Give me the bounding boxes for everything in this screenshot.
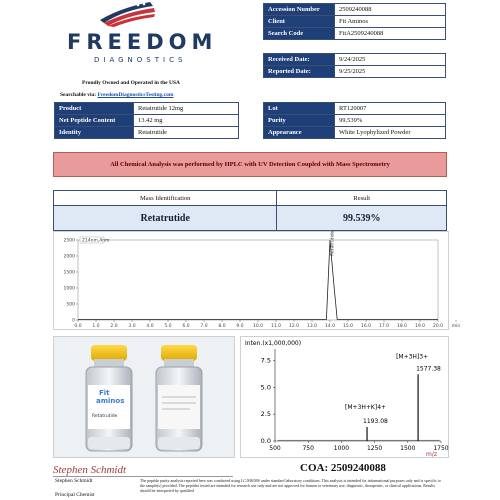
- x-tick-label: 13.0: [306, 324, 318, 329]
- chromatogram-line: [78, 240, 438, 319]
- field-value: Retatrutide: [134, 127, 239, 139]
- search-link[interactable]: FreedomDiagnosticsTesting.com: [97, 92, 174, 98]
- peak-label: Retatrutide: [330, 230, 336, 256]
- field-value: 9/24/2025: [335, 54, 446, 66]
- search-prefix: Searchable via:: [60, 92, 97, 98]
- logo-wordmark: FREEDOM: [67, 30, 218, 54]
- vial-label-line3: Retatrutide: [92, 414, 118, 419]
- mass-identification-table: [53, 190, 447, 231]
- searchable-line: [60, 92, 173, 98]
- ms-ylabel: Inten.(x1,000,000): [245, 340, 302, 347]
- lot-info-table: [263, 102, 446, 139]
- x-tick-label: 1750: [433, 445, 449, 452]
- channel-label: 214nm,4nm: [82, 238, 110, 244]
- coa-number: COA: 2509240088: [300, 462, 386, 474]
- field-value: 13.42 mg: [134, 115, 239, 127]
- field-label: Net Peptide Content: [55, 115, 134, 127]
- x-tick-label: 6.0: [182, 324, 190, 329]
- vial-photo: [53, 336, 235, 458]
- x-tick-label: 17.0: [378, 324, 390, 329]
- product-info-table: [54, 102, 239, 139]
- x-tick-label: 7.0: [200, 324, 208, 329]
- result-value: 99.539%: [277, 206, 447, 231]
- signer-title: Principal Chemist: [55, 492, 95, 498]
- vial-label-line2: aminos: [96, 397, 125, 405]
- x-tick-label: 750: [302, 445, 314, 452]
- field-label: Lot: [264, 103, 335, 115]
- peak1-mz: 1193.08: [363, 418, 388, 426]
- logo: [60, 0, 218, 68]
- y-tick-label: 0.0: [260, 437, 271, 445]
- x-tick-label: 1.0: [92, 324, 100, 329]
- vial-label-line1: Fit: [99, 389, 110, 397]
- peak2-annotation: [M+3H]3+: [396, 353, 429, 361]
- mass-col-header: Mass Identification: [54, 191, 277, 206]
- x-tick-label: 10.0: [252, 324, 264, 329]
- plot-frame: [78, 240, 438, 320]
- x-tick-label: 11.0: [270, 324, 282, 329]
- field-value: 99.539%: [335, 115, 446, 127]
- y-tick-label: 2.5: [260, 410, 271, 419]
- x-tick-label: 19.0: [414, 324, 426, 329]
- x-tick-label: 20.0: [432, 324, 444, 329]
- x-tick-label: 2.0: [110, 324, 118, 329]
- ms-chart: [241, 337, 448, 457]
- x-tick-label: 16.0: [360, 324, 372, 329]
- analysis-banner: All Chemical Analysis was performed by HPLC with UV Detection Coupled with Mass Spectrometry: [53, 152, 447, 177]
- disclaimer: The peptide purity analysis reported here was conducted using LC/MS/MS under standard laboratory conditions. This analysis is intended for informational purposes only and is specific to the sample(s) provided. The peptides tested are intended for research use only and are not approved for human or veterinary use, diagnostic, therapeutic, or clinical applications. Results should be interpreted by qualified: [140, 478, 441, 493]
- field-label: Search Code: [264, 28, 335, 40]
- field-label: Received Date:: [264, 54, 335, 66]
- y-tick-label: 0: [72, 318, 75, 324]
- hplc-chromatogram: [53, 230, 461, 330]
- x-tick-label: 9.0: [236, 324, 244, 329]
- field-label: Product: [55, 103, 134, 115]
- x-tick-label: 1500: [400, 445, 416, 452]
- x-tick-label: 1250: [366, 445, 383, 452]
- field-value: FitA2509240088: [335, 28, 446, 40]
- x-tick-label: 14.0: [324, 324, 336, 329]
- y-tick-label: 1000: [63, 286, 75, 292]
- result-col-header: Result: [277, 191, 447, 206]
- x-unit: m/z: [425, 451, 437, 458]
- x-tick-label: 3.0: [128, 324, 136, 329]
- y-tick-label: 500: [66, 302, 75, 308]
- x-tick-label: 1000: [333, 445, 350, 452]
- signer-name: Stephen Schmidt: [55, 478, 93, 484]
- y-tick-label: 5.0: [260, 383, 271, 392]
- identity-value: Retatrutide: [54, 206, 277, 231]
- signature-line: [53, 460, 233, 477]
- field-label: Reported Date:: [264, 66, 335, 78]
- tagline: Proudly Owned and Operated in the USA: [82, 80, 180, 86]
- logo-subtitle: DIAGNOSTICS: [94, 56, 187, 64]
- field-label: Identity: [55, 127, 134, 139]
- x-tick-label: 500: [269, 445, 281, 452]
- field-value: Retatrutide 12mg: [134, 103, 239, 115]
- field-value: 9/25/2025: [335, 66, 446, 78]
- y-tick-label: 7.5: [260, 356, 271, 365]
- x-tick-label: 15.0: [342, 324, 354, 329]
- flag-swoosh-icon: [98, 0, 158, 26]
- field-label: Purity: [264, 115, 335, 127]
- x-tick-label: 8.0: [218, 324, 226, 329]
- field-value: Fit Aminos: [335, 16, 446, 28]
- field-label: Accession Number: [264, 4, 335, 16]
- x-tick-label: 18.0: [396, 324, 408, 329]
- y-tick-label: 1500: [63, 270, 75, 276]
- dates-table: [263, 53, 446, 78]
- peak2-mz: 1577.38: [416, 365, 441, 373]
- x-tick-label: 12.0: [288, 324, 300, 329]
- vials-image: [54, 337, 234, 457]
- x-tick-label: 0.0: [74, 324, 82, 329]
- field-label: Appearance: [264, 127, 335, 139]
- order-info-table: [263, 3, 446, 40]
- y-tick-label: 2000: [63, 254, 75, 260]
- mass-spectrum: [240, 336, 449, 458]
- field-value: RT120007: [335, 103, 446, 115]
- field-value: 2509240088: [335, 4, 446, 16]
- signature: Stephen Schmidt: [53, 464, 127, 476]
- field-value: White Lyophylized Powder: [335, 127, 446, 139]
- hplc-chart: [54, 230, 461, 329]
- x-tick-label: min: [451, 324, 461, 329]
- x-tick-label: 5.0: [164, 324, 172, 329]
- x-tick-label: 4.0: [146, 324, 154, 329]
- y-tick-label: 2500: [63, 238, 75, 244]
- field-label: Client: [264, 16, 335, 28]
- peak1-annotation: [M+3H+K]4+: [345, 404, 387, 412]
